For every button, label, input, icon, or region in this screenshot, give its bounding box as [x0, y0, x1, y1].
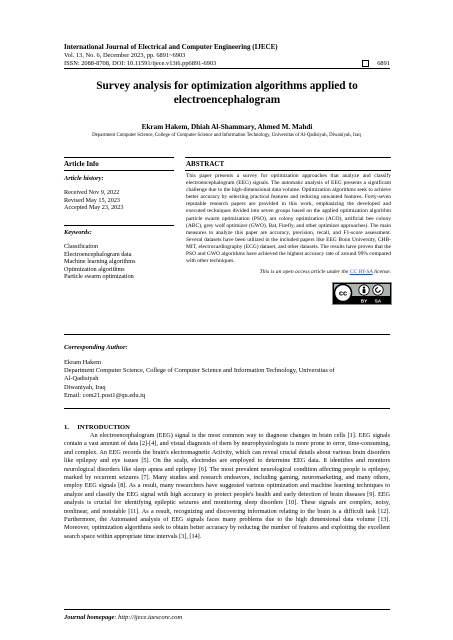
page-box-icon [362, 60, 369, 67]
cc-license-badge[interactable] [332, 282, 392, 305]
history-heading: Article history: [64, 175, 104, 182]
license-line: This is an open access article under the CC BY-SA license. [259, 269, 391, 275]
corresponding-city: Diwaniyah, Iraq [64, 383, 106, 391]
article-info-heading: Article Info [64, 160, 99, 168]
keywords-heading: Keywords: [64, 229, 92, 236]
introduction-body [64, 432, 390, 541]
cc-by-sa-icon [333, 283, 391, 304]
keyword-item: Electroencephalogram data [64, 250, 132, 258]
keyword-item: Classification [64, 243, 99, 250]
cc-by-label: BY [360, 298, 368, 304]
introduction-paragraph: An electroencephalogram (EEG) signal is the most common way to diagnose changes in brain cells [1]. EEG signals contain a vast amount of data [2]-[4], and visual diagnosis of them by neurophysiologists is more prone to error, time-consuming, and complex. An EEG records the brain's electromagnetic Activity, which can reveal crucial details about various brain disorders like epilepsy and eye issues [5]. On the scalp, electrodes are employed to determine EEG data. It identifies and monitors neurological disorders like sleep apnea and epilepsy [6]. The most prevalent neurological condition affecting people is epilepsy, marked by recurrent seizures [7]. Many studies and research endeavors, including gaming, neuromarketing, and many others, employ EEG signals [8]. As a result, many researchers have suggested various optimization and machine learning techniques to analyze and classify the EEG signal with high accuracy to protect people's health and early detection of brain diseases [9]. EEG analysis is crucial for identifying epileptic seizures and monitoring sleep disorders [10]. These signals are complex, noisy, nonlinear, and nonstable [11]. As a result, recognizing and discovering information relating to the brain is a difficult task [12]. Furthermore, the Automated analysis of EEG signals faces many problems due to the high dimensional data volume [13]. Moreover, optimization algorithms seek to obtain better accuracy by reducing the number of features and exploiting the excellent search space within appropriate time intervals [3], [14]. [64, 432, 390, 540]
paper-authors: Ekram Hakem, Dhiah Al-Shammary, Ahmed M. Mahdi [141, 123, 313, 131]
cc-label: cc [338, 288, 348, 298]
history-list [64, 189, 123, 212]
abstract-heading: ABSTRACT [186, 160, 225, 168]
journal-homepage[interactable]: Journal homepage: http://ijece.iaescore.com [64, 614, 183, 621]
corresponding-rule [64, 408, 390, 409]
header-rule [64, 68, 390, 69]
keyword-item: Particle swarm optimization [64, 273, 134, 281]
corresponding-heading: Corresponding Author: [64, 344, 128, 351]
license-link[interactable]: CC BY-SA [349, 269, 373, 275]
journal-name: International Journal of Electrical and Computer Engineering (IJECE) [64, 43, 278, 51]
journal-volume: Vol. 13, No. 6, December 2023, pp. 6891~6903 [64, 52, 186, 59]
abstract-text: This paper presents a survey for optimization approaches that analyze and classify electroencephalogram (EEG) signals. The automatic analysis of EEG presents a significant challenge due to the high-dimensional data volume. Optimization algorithms seek to achieve better accuracy by selecting practical features and reducing unwanted features. Forty-seven reputable research papers are provided in this work, emphasizing the developed and executed techniques divided into seven groups based on the applied optimization algorithm particle swarm optimization (PSO), ant colony optimization (ACO), artificial bee colony (ABC), grey wolf optimizer (GWO), Bat, Firefly, and other optimizer approaches). The main measures to analyze this paper are accuracy, precision, recall, and F1-score assessment. Several datasets have been utilized in the included papers like EEG Bonn University, CHB-MIT, electrocardiography (ECG) dataset, and other datasets. The results have proven that the PSO and GWO algorithms have achieved the highest accuracy rate of around 99% compared with other techniques. [186, 173, 391, 265]
corresponding-univ: Al-Qadisiyah [64, 375, 99, 383]
abstract-bottom-rule [64, 334, 390, 335]
paper-title: Survey analysis for optimization algorithms applied to electroencephalogram [96, 80, 358, 106]
keyword-item: Optimization algorithms [64, 265, 125, 273]
history-revised: Revised May 15, 2023 [64, 196, 121, 204]
corresponding-dept: Department Computer Science, College of Computer Science and Information Technology, Universitas of [64, 367, 335, 375]
page-number: 6891 [362, 60, 390, 67]
footer-rule [64, 609, 390, 610]
corresponding-email[interactable]: Email: com21.post1@qu.edu.iq [64, 391, 146, 399]
cc-sa-label: SA [374, 298, 382, 304]
keywords-list [64, 243, 135, 281]
keyword-item: Machine learning algorithms [64, 258, 136, 266]
introduction-heading: 1. INTRODUCTION [64, 424, 130, 431]
abstract-top-rule [185, 157, 391, 158]
keywords-rule [64, 225, 174, 226]
history-accepted: Accepted May 23, 2023 [64, 204, 124, 212]
history-received: Received Nov 9, 2022 [64, 189, 120, 196]
journal-issn: ISSN: 2088-8708, DOI: 10.11591/ijece.v13i6.pp6891-6903 [64, 60, 217, 67]
abstract-rule [185, 170, 391, 171]
article-info-rule [64, 170, 174, 171]
article-info-top-rule [64, 157, 174, 158]
corresponding-name: Ekram Hakem [64, 359, 102, 366]
corresponding-block [64, 359, 404, 400]
paper-affiliation: Department Computer Science, College of Computer Science and Information Technology, Universitas of Al-Qadisiyah, Diwaniyah, Iraq [92, 133, 361, 138]
